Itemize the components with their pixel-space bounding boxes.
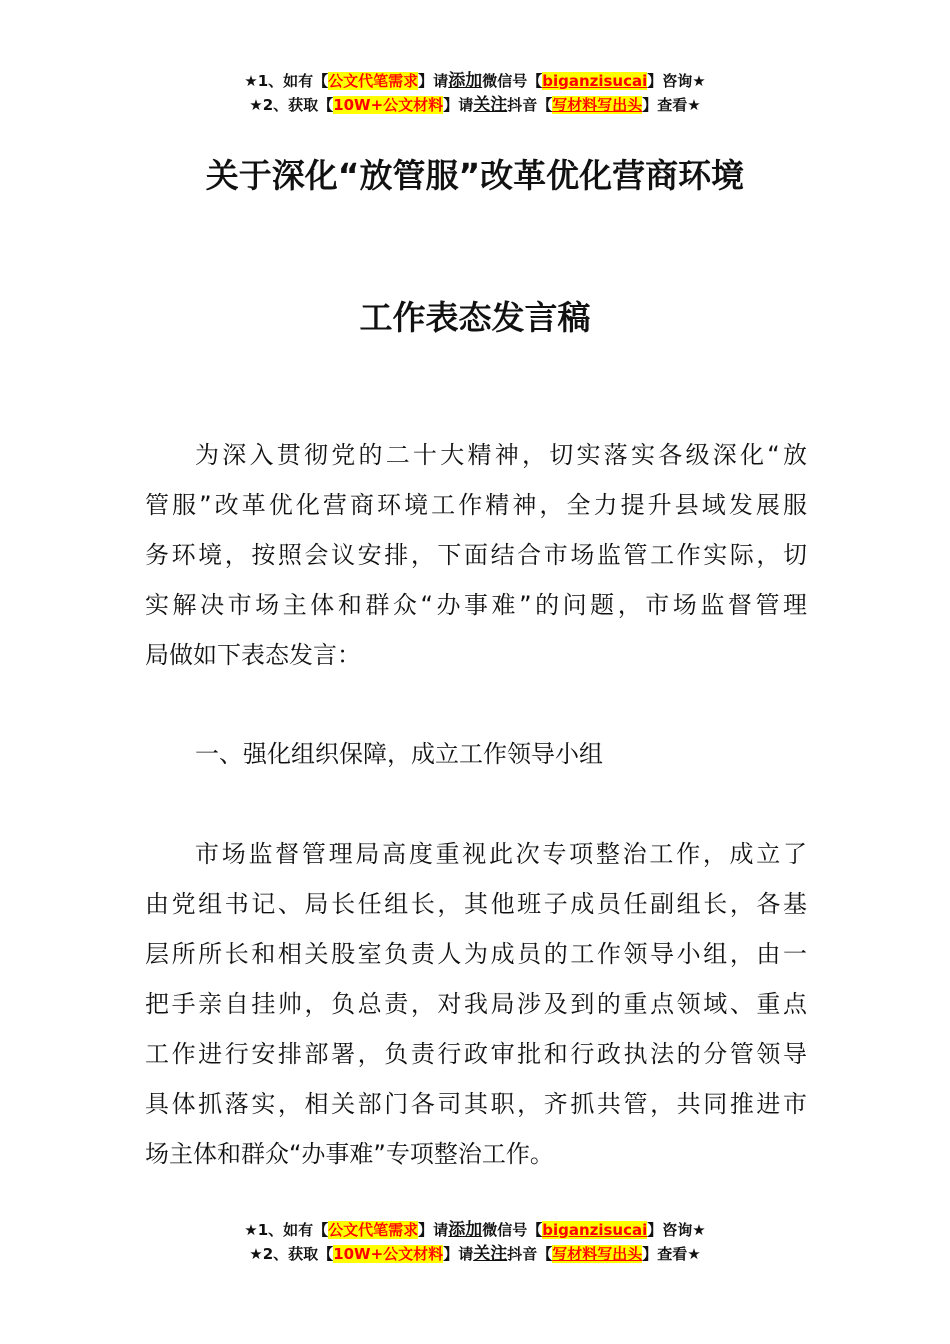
underlined-text: 添加: [448, 71, 483, 91]
bottom-promo-banner: [0, 1218, 950, 1266]
text-line: 场主体和群众“办事难”专项整治工作。: [145, 1140, 554, 1168]
text: ★1、如有【: [244, 72, 329, 90]
text: 】请: [443, 96, 474, 114]
text: 】请: [443, 1245, 474, 1263]
text: 微信号【: [482, 1221, 543, 1239]
douyin-name: 写材料写出头: [552, 96, 643, 114]
highlight: 公文代笔需求: [328, 72, 419, 90]
promo-line-1: [0, 69, 950, 93]
text-line: 务环境，按照会议安排，下面结合市场监管工作实际，切: [145, 541, 807, 569]
text-line: 由党组书记、局长任组长，其他班子成员任副组长，各基: [145, 890, 807, 918]
text: 】咨询★: [647, 1221, 706, 1239]
highlight: 10W+公文材料: [333, 96, 444, 114]
text: 】查看★: [642, 96, 701, 114]
text-line: 把手亲自挂帅，负总责，对我局涉及到的重点领域、重点: [145, 990, 807, 1018]
text: ★1、如有【: [244, 1221, 329, 1239]
text: ★2、获取【: [249, 1245, 334, 1263]
section-heading-1: [145, 729, 807, 779]
text-line: 实解决市场主体和群众“办事难”的问题，市场监督管理: [145, 591, 807, 619]
text: ★2、获取【: [249, 96, 334, 114]
text-line: 一、强化组织保障，成立工作领导小组: [195, 740, 603, 768]
underlined-text: 关注: [473, 95, 508, 115]
text-line: 局做如下表态发言：: [145, 641, 361, 669]
text: 】查看★: [642, 1245, 701, 1263]
highlight: 公文代笔需求: [328, 1221, 419, 1239]
highlight: 10W+公文材料: [333, 1245, 444, 1263]
promo-line-1: [0, 1218, 950, 1242]
section-1-paragraph: [145, 829, 807, 1179]
top-promo-banner: [0, 69, 950, 117]
douyin-name: 写材料写出头: [552, 1245, 643, 1263]
text-line: 管服”改革优化营商环境工作精神，全力提升县域发展服: [145, 491, 807, 519]
promo-line-2: [0, 1242, 950, 1266]
intro-paragraph: [145, 430, 807, 680]
underlined-text: 关注: [473, 1244, 508, 1264]
text-line: 市场监督管理局高度重视此次专项整治工作，成立了: [195, 840, 807, 868]
text: 微信号【: [482, 72, 543, 90]
document-title-line-2: 工作表态发言稿: [359, 298, 591, 337]
text: 抖音【: [507, 1245, 553, 1263]
promo-line-2: [0, 93, 950, 117]
wechat-id: biganzisucai: [542, 72, 648, 90]
text: 】请: [418, 1221, 449, 1239]
document-title-line-1: 关于深化“放管服”改革优化营商环境: [205, 156, 745, 195]
underlined-text: 添加: [448, 1220, 483, 1240]
text-line: 具体抓落实，相关部门各司其职，齐抓共管，共同推进市: [145, 1090, 807, 1118]
text-line: 层所所长和相关股室负责人为成员的工作领导小组，由一: [145, 940, 807, 968]
text-line: 工作进行安排部署，负责行政审批和行政执法的分管领导: [145, 1040, 807, 1068]
text: 抖音【: [507, 96, 553, 114]
text: 】咨询★: [647, 72, 706, 90]
text: 】请: [418, 72, 449, 90]
wechat-id: biganzisucai: [542, 1221, 648, 1239]
text-line: 为深入贯彻党的二十大精神，切实落实各级深化“放: [195, 441, 807, 469]
